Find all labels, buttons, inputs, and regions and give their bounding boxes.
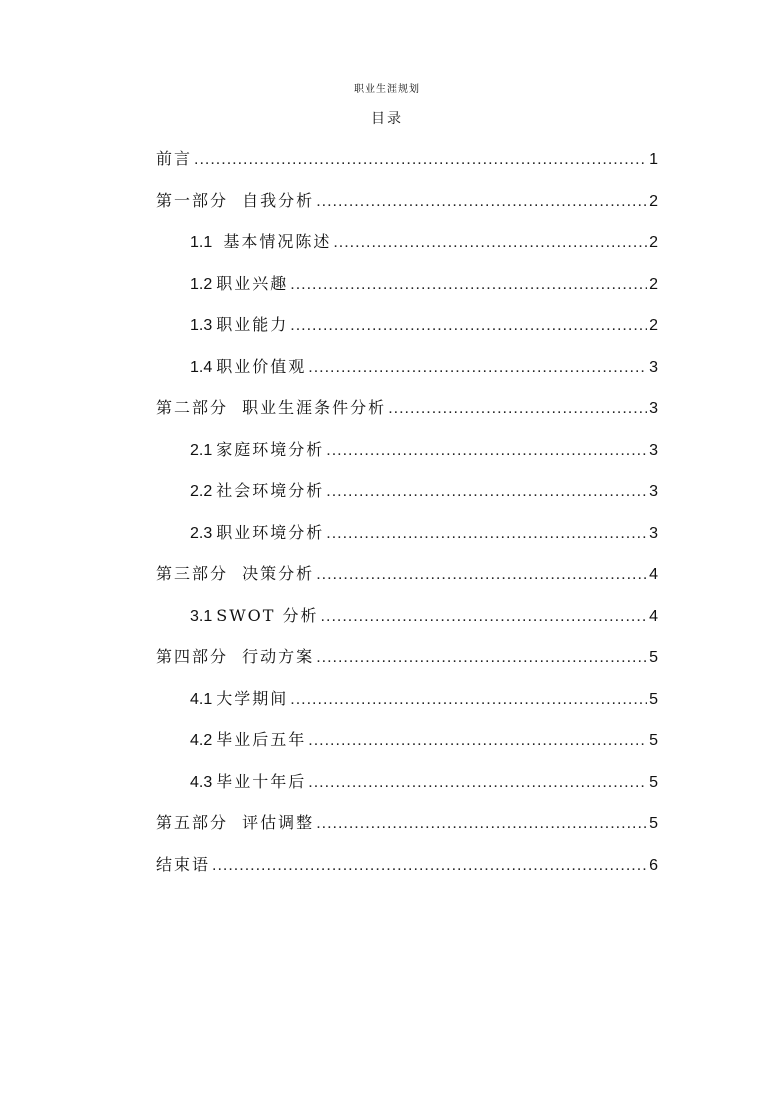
toc-entry-label bbox=[190, 304, 288, 347]
toc-entry-label bbox=[190, 595, 319, 638]
toc-entry-label bbox=[190, 263, 288, 306]
toc-entry-label bbox=[156, 844, 210, 886]
toc-entry[interactable] bbox=[156, 761, 658, 803]
toc-entry-label bbox=[156, 553, 314, 595]
toc-entry-text: 第一部分 自我分析 bbox=[156, 190, 315, 210]
toc-entry-text: 社会环境分析 bbox=[216, 481, 325, 500]
toc-dot-leader bbox=[316, 554, 647, 596]
toc-entry-label bbox=[190, 429, 324, 472]
toc-entry-label bbox=[156, 802, 314, 844]
toc-entry-text: 职业环境分析 bbox=[216, 522, 325, 542]
toc-entry-label bbox=[190, 346, 306, 389]
toc-entry-text: 前言 bbox=[156, 149, 193, 168]
toc-entry-text: 第二部分 职业生涯条件分析 bbox=[156, 398, 387, 417]
toc-dot-leader bbox=[326, 430, 647, 472]
toc-dot-leader bbox=[194, 139, 647, 181]
toc-entry-page-number: 5 bbox=[649, 732, 658, 749]
toc-entry-number: 1.4 bbox=[190, 358, 213, 376]
toc-dot-leader bbox=[290, 264, 647, 306]
toc-entry-label bbox=[190, 761, 306, 804]
toc-entry-label bbox=[156, 138, 192, 180]
toc-entry-page-number: 5 bbox=[649, 690, 658, 708]
toc-entry[interactable] bbox=[156, 512, 658, 554]
toc-entry-page-number: 2 bbox=[649, 192, 658, 210]
toc-entry-text: 第三部分 决策分析 bbox=[156, 564, 315, 583]
toc-entry-text: 职业兴趣 bbox=[216, 273, 289, 293]
toc-dot-leader bbox=[316, 181, 647, 223]
toc-entry[interactable] bbox=[156, 678, 658, 720]
toc-entry-number: 4.3 bbox=[190, 773, 213, 791]
toc-entry-number: 4.2 bbox=[190, 732, 213, 749]
toc-entry-page-number: 3 bbox=[649, 524, 658, 542]
toc-entry-label bbox=[190, 719, 306, 762]
toc-entry-page-number: 2 bbox=[649, 317, 658, 334]
toc-dot-leader bbox=[321, 596, 648, 638]
toc-entry[interactable] bbox=[156, 263, 658, 305]
toc-entry[interactable] bbox=[156, 470, 658, 512]
toc-entry-page-number: 6 bbox=[649, 856, 658, 874]
toc-entry[interactable] bbox=[156, 719, 658, 761]
toc-dot-leader bbox=[308, 347, 647, 389]
toc-entry[interactable] bbox=[156, 304, 658, 346]
toc-entry-text: 毕业后五年 bbox=[216, 730, 307, 749]
toc-entry-number: 1.2 bbox=[190, 275, 213, 293]
toc-entry-number: 1.1 bbox=[190, 234, 213, 251]
toc-dot-leader bbox=[308, 762, 647, 804]
toc-entry[interactable] bbox=[156, 844, 658, 886]
toc-dot-leader bbox=[326, 471, 647, 513]
toc-dot-leader bbox=[333, 222, 647, 264]
toc-entry-number: 4.1 bbox=[190, 690, 213, 708]
toc-entry-page-number: 3 bbox=[649, 358, 658, 376]
toc-entry-number: 2.3 bbox=[190, 524, 213, 542]
toc-entry-text: 基本情况陈述 bbox=[216, 232, 332, 251]
toc-entry[interactable] bbox=[156, 636, 658, 678]
toc-entry-text: SWOT 分析 bbox=[216, 605, 319, 625]
toc-entry[interactable] bbox=[156, 429, 658, 471]
toc-entry[interactable] bbox=[156, 138, 658, 180]
toc-entry[interactable] bbox=[156, 553, 658, 595]
toc-entry-text: 职业价值观 bbox=[216, 356, 307, 376]
toc-entry-text: 结束语 bbox=[156, 854, 211, 874]
toc-entry-text: 职业能力 bbox=[216, 315, 289, 334]
toc-entry[interactable] bbox=[156, 595, 658, 637]
toc-dot-leader bbox=[316, 637, 647, 679]
toc-entry-page-number: 3 bbox=[649, 441, 658, 459]
toc-entry[interactable] bbox=[156, 802, 658, 844]
toc-entry-label bbox=[190, 470, 324, 513]
toc-entry[interactable] bbox=[156, 346, 658, 388]
toc-entry-label bbox=[156, 387, 386, 429]
toc-entry-text: 第五部分 评估调整 bbox=[156, 813, 315, 832]
toc-entry-page-number: 5 bbox=[649, 815, 658, 832]
toc-dot-leader bbox=[308, 720, 647, 762]
toc-entry-text: 第四部分 行动方案 bbox=[156, 647, 315, 666]
toc-entry-label bbox=[156, 636, 314, 678]
toc-entry-page-number: 4 bbox=[649, 607, 658, 625]
toc-entry[interactable] bbox=[156, 180, 658, 222]
toc-entry-text: 家庭环境分析 bbox=[216, 439, 325, 459]
toc-entry-text: 大学期间 bbox=[216, 688, 289, 708]
toc-entry-page-number: 2 bbox=[649, 275, 658, 293]
toc-dot-leader bbox=[290, 305, 647, 347]
toc-dot-leader bbox=[388, 388, 647, 430]
toc-entry-number: 1.3 bbox=[190, 317, 213, 334]
toc-entry-page-number: 2 bbox=[649, 234, 658, 251]
toc-entry-page-number: 5 bbox=[649, 773, 658, 791]
toc-title: 目录 bbox=[371, 111, 403, 127]
toc-entry-number: 3.1 bbox=[190, 607, 213, 625]
toc-entry-page-number: 3 bbox=[649, 483, 658, 500]
toc-entry[interactable] bbox=[156, 221, 658, 263]
toc-entry-label bbox=[190, 221, 331, 264]
toc-entry-number: 2.2 bbox=[190, 483, 213, 500]
toc-entry-label bbox=[190, 512, 324, 555]
toc-dot-leader bbox=[316, 803, 647, 845]
toc-entry-page-number: 3 bbox=[649, 400, 658, 417]
toc-entry-page-number: 4 bbox=[649, 566, 658, 583]
toc-entry-page-number: 5 bbox=[649, 649, 658, 666]
document-header-title: 职业生涯规划 bbox=[354, 84, 420, 95]
toc-dot-leader bbox=[212, 845, 647, 887]
toc-entry[interactable] bbox=[156, 387, 658, 429]
toc-entry-number: 2.1 bbox=[190, 441, 213, 459]
toc-entry-label bbox=[156, 180, 314, 222]
table-of-contents bbox=[156, 138, 658, 885]
toc-dot-leader bbox=[326, 513, 647, 555]
toc-entry-page-number: 1 bbox=[649, 151, 658, 168]
toc-dot-leader bbox=[290, 679, 647, 721]
toc-entry-text: 毕业十年后 bbox=[216, 771, 307, 791]
toc-entry-label bbox=[190, 678, 288, 721]
